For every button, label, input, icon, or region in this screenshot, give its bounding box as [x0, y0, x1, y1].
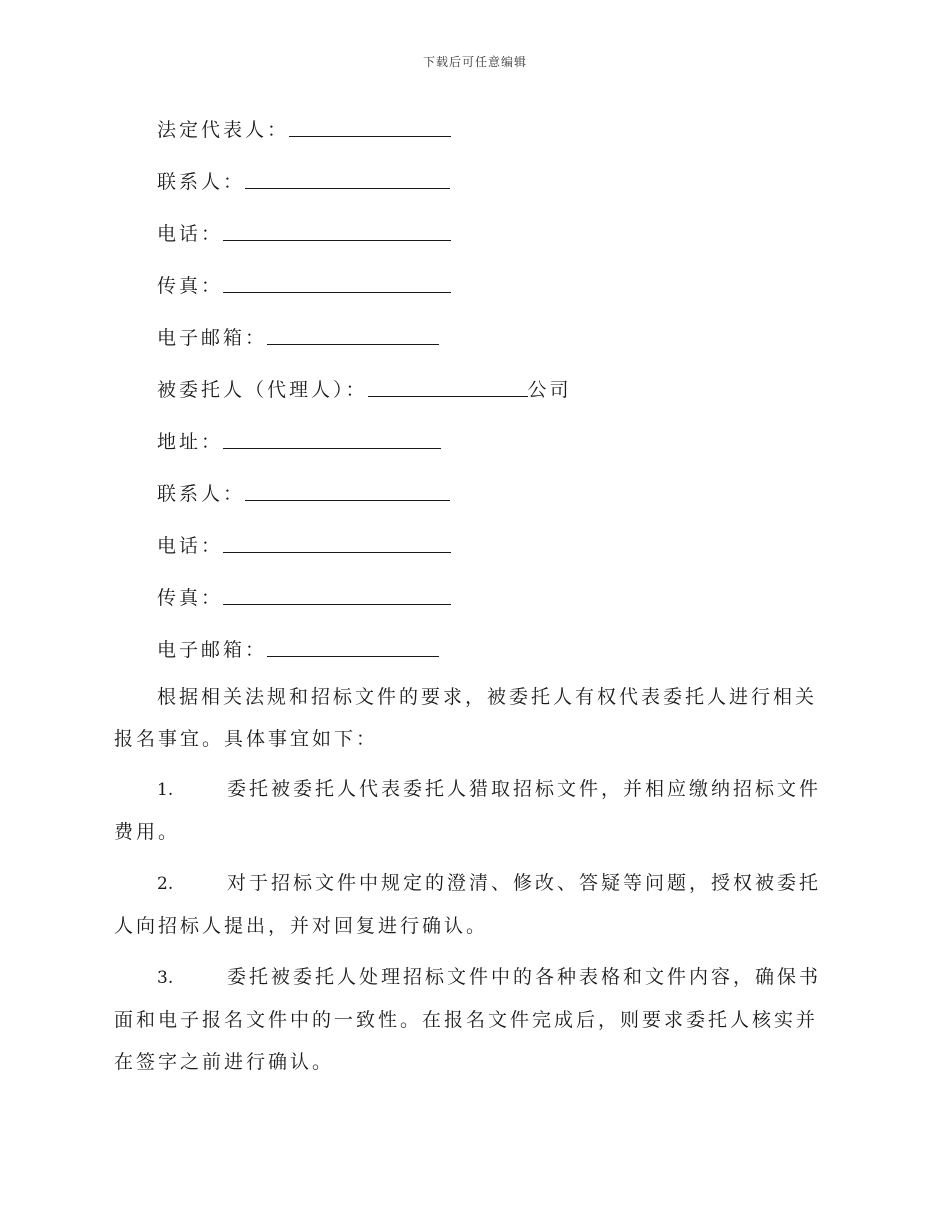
- item-number: 3.: [157, 968, 174, 988]
- field-label: 联系人：: [157, 483, 246, 505]
- field-label: 传真：: [157, 587, 224, 609]
- field-label: 电子邮箱：: [157, 327, 268, 349]
- field-label: 电话：: [157, 223, 224, 245]
- field-label: 联系人：: [157, 171, 246, 193]
- page-header: 下载后可任意编辑: [422, 55, 527, 69]
- blank-line[interactable]: [368, 376, 528, 397]
- agent-company-field: [157, 374, 572, 402]
- email-field: [157, 322, 439, 350]
- field-suffix: 公司: [527, 379, 572, 401]
- intro-text: 根据相关法规和招标文件的要求，被委托人有权代表委托人进行相关报名事宜。具体事宜如下：: [114, 686, 818, 750]
- list-item: [114, 956, 834, 1083]
- phone-field-2: [157, 530, 451, 558]
- address-field: [157, 426, 441, 454]
- blank-line[interactable]: [223, 220, 451, 241]
- blank-line[interactable]: [223, 584, 451, 605]
- blank-line[interactable]: [245, 168, 450, 189]
- field-label: 传真：: [157, 275, 224, 297]
- phone-field: [157, 218, 451, 246]
- contact-field-2: [157, 478, 450, 506]
- item-text: 委托被委托人处理招标文件中的各种表格和文件内容，确保书面和电子报名文件中的一致性。在报名文件完成后，则要求委托人核实并在签字之前进行确认。: [114, 966, 822, 1073]
- field-label: 法定代表人：: [157, 119, 290, 141]
- field-label: 被委托人（代理人）：: [157, 379, 368, 401]
- list-item: [114, 862, 834, 947]
- field-label: 电子邮箱：: [157, 639, 268, 661]
- fax-field: [157, 270, 451, 298]
- blank-line[interactable]: [267, 324, 439, 345]
- item-text: 对于招标文件中规定的澄清、修改、答疑等问题，授权被委托人向招标人提出，并对回复进行确认。: [114, 872, 822, 937]
- fax-field-2: [157, 582, 451, 610]
- blank-line[interactable]: [223, 532, 451, 553]
- blank-line[interactable]: [289, 116, 451, 137]
- blank-line[interactable]: [223, 272, 451, 293]
- legal-representative-field: [157, 114, 451, 142]
- blank-line[interactable]: [223, 428, 441, 449]
- item-number: 1.: [157, 780, 174, 800]
- list-item: [114, 768, 834, 853]
- field-label: 电话：: [157, 535, 224, 557]
- email-field-2: [157, 634, 439, 662]
- blank-line[interactable]: [267, 636, 439, 657]
- item-text: 委托被委托人代表委托人猎取招标文件，并相应缴纳招标文件费用。: [114, 778, 822, 843]
- contact-field: [157, 166, 450, 194]
- field-label: 地址：: [157, 431, 224, 453]
- intro-paragraph: [114, 676, 834, 760]
- item-number: 2.: [157, 874, 174, 894]
- blank-line[interactable]: [245, 480, 450, 501]
